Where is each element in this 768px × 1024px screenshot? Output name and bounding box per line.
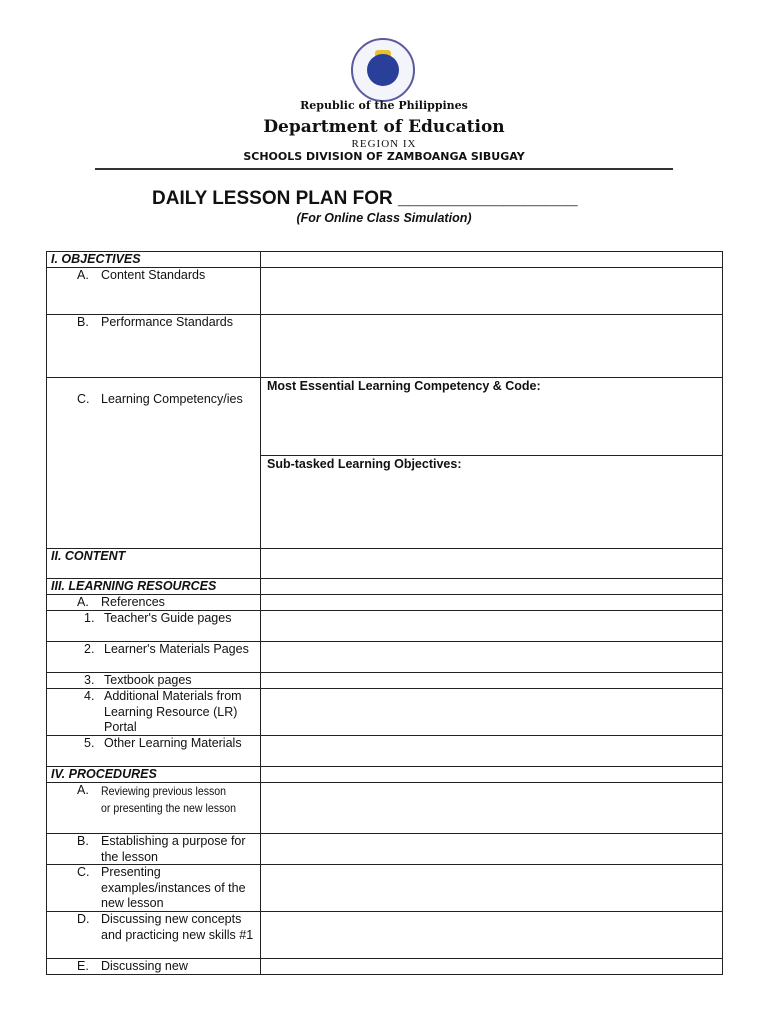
item-marker: C.	[77, 865, 90, 879]
content-subcell[interactable]: Sub-tasked Learning Objectives:	[261, 455, 722, 548]
row-label-cell	[47, 689, 261, 735]
row-content-cell[interactable]	[261, 579, 722, 594]
item-marker: B.	[77, 834, 89, 848]
row-label-cell	[47, 673, 261, 688]
republic-heading: Republic of the Philippines	[300, 99, 468, 112]
item-label: Establishing a purpose for the lesson	[101, 834, 246, 864]
lesson-plan-table	[46, 251, 723, 975]
item-marker: 5.	[84, 736, 95, 750]
section-heading: II. CONTENT	[51, 549, 126, 563]
row-label-cell	[47, 252, 261, 267]
row-label-cell	[47, 549, 261, 578]
table-row	[47, 642, 722, 673]
table-row	[47, 579, 722, 595]
row-content-cell[interactable]	[261, 268, 722, 314]
table-row	[47, 783, 722, 834]
section-heading: I. OBJECTIVES	[51, 252, 141, 266]
row-label-cell	[47, 767, 261, 782]
row-label-cell	[47, 579, 261, 594]
table-row	[47, 611, 722, 642]
item-marker: E.	[77, 959, 89, 973]
item-marker: 4.	[84, 689, 95, 703]
item-marker: A.	[77, 595, 89, 609]
item-marker: D.	[77, 912, 90, 926]
item-label: References	[101, 595, 165, 609]
row-content-cell[interactable]	[261, 378, 722, 548]
table-row	[47, 268, 722, 315]
row-content-cell[interactable]	[261, 549, 722, 578]
row-content-cell[interactable]	[261, 834, 722, 864]
item-label: Performance Standards	[101, 315, 234, 329]
row-label-cell	[47, 642, 261, 672]
item-marker: C.	[77, 392, 90, 406]
division-heading: SCHOOLS DIVISION OF ZAMBOANGA SIBUGAY	[243, 150, 525, 163]
table-row	[47, 595, 722, 611]
page-subtitle: (For Online Class Simulation)	[296, 211, 472, 225]
table-row	[47, 736, 722, 767]
row-content-cell[interactable]	[261, 252, 722, 267]
row-content-cell[interactable]	[261, 315, 722, 377]
row-label-cell	[47, 736, 261, 766]
table-row	[47, 834, 722, 865]
row-content-cell[interactable]	[261, 959, 722, 974]
header-divider	[95, 168, 673, 170]
item-marker: 2.	[84, 642, 95, 656]
content-subcell[interactable]: Most Essential Learning Competency & Code:	[267, 379, 541, 393]
table-row	[47, 315, 722, 378]
row-label-cell	[47, 783, 261, 833]
row-content-cell[interactable]	[261, 673, 722, 688]
table-row	[47, 549, 722, 579]
table-row	[47, 252, 722, 268]
table-row	[47, 689, 722, 736]
row-content-cell[interactable]	[261, 912, 722, 958]
page-title: DAILY LESSON PLAN FOR _________________	[152, 188, 578, 209]
table-row	[47, 865, 722, 912]
region-heading: REGION IX	[351, 138, 417, 150]
row-content-cell[interactable]	[261, 865, 722, 911]
item-label: Presenting examples/instances of the new lesson	[101, 865, 246, 910]
item-label: Discussing new	[101, 959, 188, 973]
row-label-cell	[47, 315, 261, 377]
item-marker: 1.	[84, 611, 95, 625]
item-label: Additional Materials from Learning Resource (LR) Portal	[104, 689, 242, 734]
row-label-cell	[47, 268, 261, 314]
table-row	[47, 767, 722, 783]
row-content-cell[interactable]	[261, 736, 722, 766]
item-marker: 3.	[84, 673, 95, 687]
row-content-cell[interactable]	[261, 783, 722, 833]
table-row	[47, 673, 722, 689]
row-content-cell[interactable]	[261, 611, 722, 641]
item-label: Textbook pages	[104, 673, 192, 687]
item-marker: A.	[77, 783, 89, 797]
department-heading: Department of Education	[263, 117, 505, 137]
item-label: Content Standards	[101, 268, 206, 282]
table-row	[47, 912, 722, 959]
row-label-cell	[47, 611, 261, 641]
item-label: Other Learning Materials	[104, 736, 242, 750]
row-label-cell	[47, 595, 261, 610]
item-label: Teacher's Guide pages	[104, 611, 232, 625]
table-row	[47, 378, 722, 549]
item-marker: B.	[77, 315, 89, 329]
item-label: Discussing new concepts and practicing new skills #1	[101, 912, 254, 942]
row-label-cell	[47, 912, 261, 958]
item-label: Learning Competency/ies	[101, 392, 243, 406]
section-heading: IV. PROCEDURES	[51, 767, 157, 781]
row-content-cell[interactable]	[261, 595, 722, 610]
table-row	[47, 959, 722, 975]
row-label-cell	[47, 959, 261, 974]
row-label-cell	[47, 865, 261, 911]
item-marker: A.	[77, 268, 89, 282]
row-content-cell[interactable]	[261, 642, 722, 672]
row-content-cell[interactable]	[261, 767, 722, 782]
item-label: Reviewing previous lesson or presenting the new lesson	[101, 784, 237, 815]
section-heading: III. LEARNING RESOURCES	[51, 579, 217, 593]
deped-seal-logo	[351, 38, 415, 102]
row-label-cell	[47, 378, 261, 548]
item-label: Learner's Materials Pages	[104, 642, 249, 656]
row-content-cell[interactable]	[261, 689, 722, 735]
row-label-cell	[47, 834, 261, 864]
